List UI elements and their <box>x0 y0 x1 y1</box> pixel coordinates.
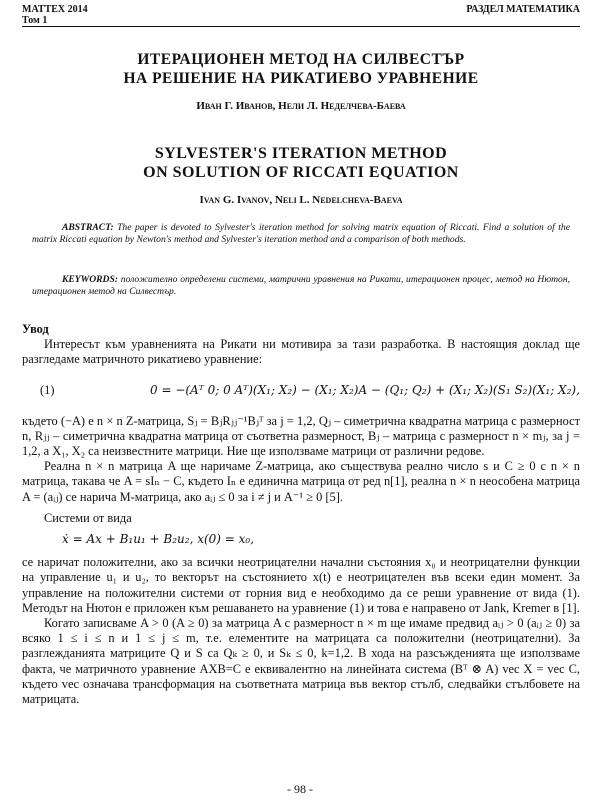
abstract <box>32 222 570 245</box>
title-bg-line2: НА РЕШЕНИЕ НА РИКАТИЕВО УРАВНЕНИЕ <box>123 70 479 87</box>
paragraph-positive-systems: се наричат положителни, ако за всички неотрицателни начални състояния x₀ и неотрицателни функции на управление u₁ и u₂, то векторът на състоянието x(t) е неотрицателен във всеки един момент. За управление на положителни системи от горния вид е необходимо да се реши уравнение от вида (1). Методът на Нютон е приложен към решаването на уравнение (1) и това е направено от Jank, Kremer в [1]. <box>22 555 580 615</box>
paragraph-notation: Когато записваме A > 0 (A ≥ 0) за матрица A с размерност n × m ще имаме предвид aᵢⱼ > 0 (aᵢⱼ ≥ 0) за всяко 1 ≤ i ≤ n и 1 ≤ j ≤ m, т.е. елементите на матрицата са положителни (неотрицателни). За разглежданията матриците Q и S са Qₖ ≥ 0, и Sₖ ≤ 0, k=1,2. В хода на разсъжденията ще използваме факта, че матричното уравнение AXB=C е еквивалентно на линейната система (Bᵀ ⊗ A) vec X = vec C, където vec означава трансформация на съответната матрица във вектор стълб, следвайки стълбовете на матрицата. <box>22 616 580 707</box>
keywords <box>32 274 570 297</box>
equation-2: ẋ = Ax + B₁u₁ + B₂u₂, x(0) = x₀, <box>62 532 255 547</box>
journal-header <box>22 4 88 26</box>
keywords-label: KEYWORDS: <box>62 274 118 285</box>
body-text <box>22 322 580 707</box>
journal-volume: Том 1 <box>22 15 48 26</box>
paragraph-definitions: където (−A) е n × n Z-матрица, Sⱼ = BⱼRⱼⱼ⁻¹Bⱼᵀ за j = 1,2, Qⱼ – симетрична квадратна матрица с размерност n, Rⱼⱼ – симетрична квадратна матрица от съответна размерност, Bⱼ – матрица с размерност n × mⱼ, за j = 1,2, а X₁, X₂ са неизвестните матрици. Ние ще използваме матрици от различни редове. <box>22 413 580 459</box>
section-title: Увод <box>22 322 49 336</box>
abstract-text: The paper is devoted to Sylvester's iteration method for solving matrix equation of Riccati. Find a solution of the matrix Riccati equation by Newton's method and Sylvester's iteration method and a comparison of both methods. <box>32 222 570 245</box>
paragraph-z-matrix: Реална n × n матрица A ще наричаме Z-матрица, ако съществува реално число s и C ≥ 0 с n × n матрица, такава че A = sIₙ − C, където Iₙ е единична матрица от ред n[1], реална n × n неособена матрица A = (aᵢⱼ) се нарича M-матрица, ако aᵢⱼ ≤ 0 за i ≠ j и A⁻¹ ≥ 0 [5]. <box>22 459 580 504</box>
title-en-line1: SYLVESTER'S ITERATION METHOD <box>154 145 448 162</box>
title-en-line2: ON SOLUTION OF RICCATI EQUATION <box>143 164 459 181</box>
title-english <box>22 144 580 182</box>
page-number: - 98 - <box>287 782 313 796</box>
section-header: РАЗДЕЛ МАТЕМАТИКА <box>466 4 580 15</box>
equation-1-number: (1) <box>40 383 55 397</box>
paragraph-intro: Интересът към уравненията на Рикати ни мотивира за тази разработка. В настоящия доклад ще разгледаме матричното рикатиево уравнение: <box>22 337 580 367</box>
header-rule <box>22 26 580 27</box>
paragraph-systems: Системи от вида <box>44 510 132 525</box>
authors-bulgarian: Иван Г. Иванов, Нели Л. Неделчева-Баева <box>196 100 406 112</box>
journal-name: MATTEX 2014 <box>22 4 88 15</box>
title-bg-line1: ИТЕРАЦИОНЕН МЕТОД НА СИЛВЕСТЪР <box>137 51 465 68</box>
equation-1-formula: 0 = −(Aᵀ 0; 0 Aᵀ)(X₁; X₂) − (X₁; X₂)A − (Q₁; Q₂) + (X₁; X₂)(S₁ S₂)(X₁; X₂), <box>150 383 580 397</box>
authors-english: Ivan G. Ivanov, Neli L. Nedelcheva-Baeva <box>199 194 403 206</box>
keywords-text: положително определени системи, матрични уравнения на Рикати, итерационен процес, метод на Нютон, итерационен метод на Силвестър. <box>32 274 570 297</box>
abstract-label: ABSTRACT: <box>62 222 114 233</box>
equation-1 <box>22 372 580 410</box>
title-bulgarian <box>22 50 580 88</box>
